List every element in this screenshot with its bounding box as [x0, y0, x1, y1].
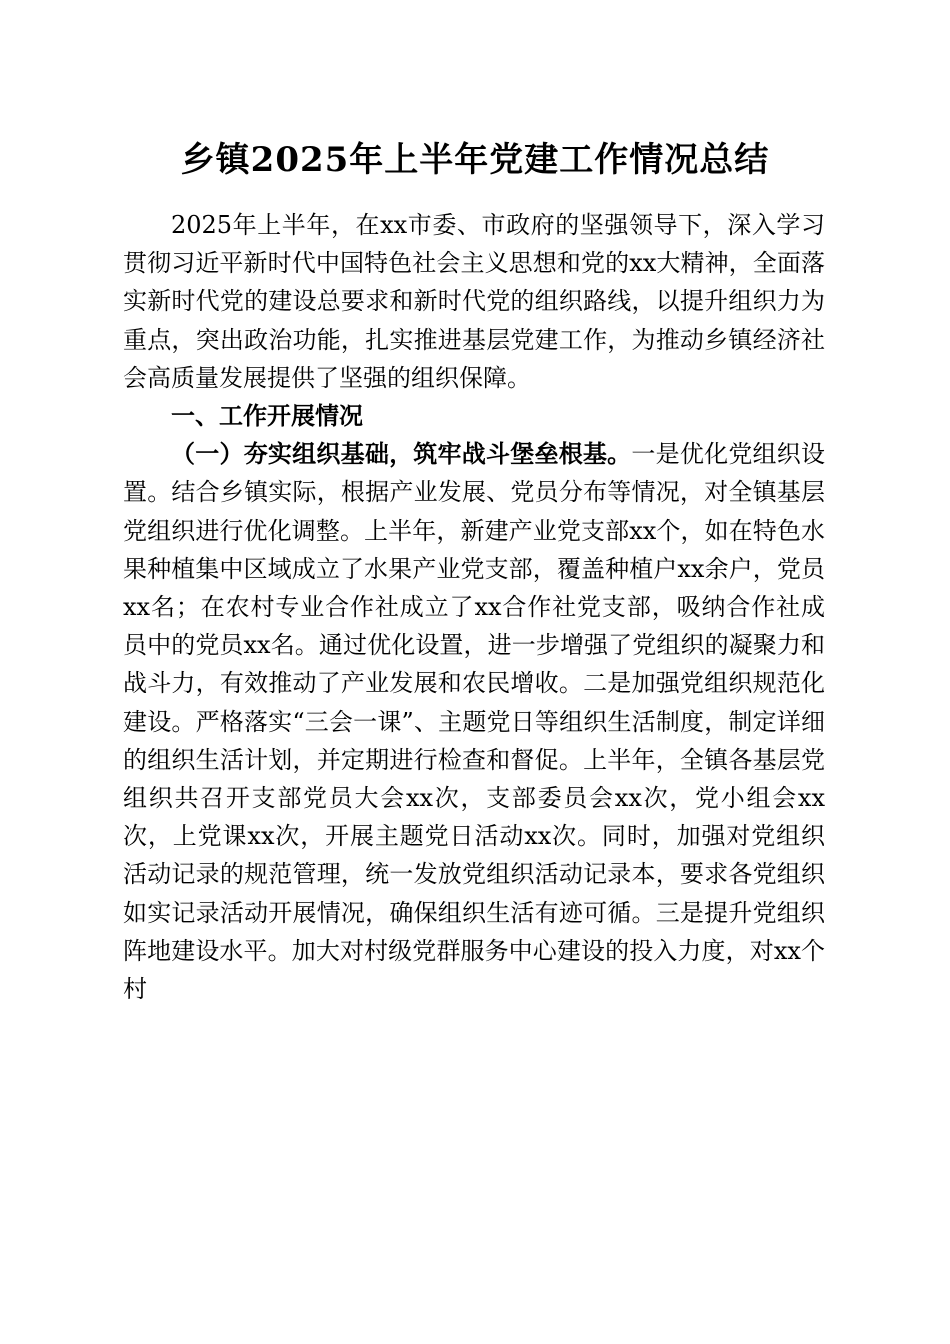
subsection-text: 一是优化党组织设置。结合乡镇实际，根据产业发展、党员分布等情况，对全镇基层党组织进行优化调整。上半年，新建产业党支部xx个，如在特色水果种植集中区域成立了水果产业党支部，覆盖种植户xx余户，党员xx名；在农村专业合作社成立了xx合作社党支部，吸纳合作社成员中的党员xx名。通过优化设置，进一步增强了党组织的凝聚力和战斗力，有效推动了产业发展和农民增收。二是加强党组织规范化建设。严格落实“三会一课”、主题党日等组织生活制度，制定详细的组织生活计划，并定期进行检查和督促。上半年，全镇各基层党组织共召开支部党员大会xx次，支部委员会xx次，党小组会xx次，上党课xx次，开展主题党日活动xx次。同时，加强对党组织活动记录的规范管理，统一发放党组织活动记录本，要求各党组织如实记录活动开展情况，确保组织生活有迹可循。三是提升党组织阵地建设水平。加大对村级党群服务中心建设的投入力度，对xx个村: [123, 440, 826, 1004]
section-heading: 一、工作开展情况: [171, 402, 363, 431]
subsection-paragraph: [123, 435, 825, 1008]
document-title: 乡镇2025年上半年党建工作情况总结: [180, 140, 770, 180]
document-body: [123, 206, 825, 1008]
subsection-title: （一）夯实组织基础，筑牢战斗堡垒根基。: [171, 440, 632, 469]
intro-paragraph: 2025年上半年，在xx市委、市政府的坚强领导下，深入学习贯彻习近平新时代中国特色社会主义思想和党的xx大精神，全面落实新时代党的建设总要求和新时代党的组织路线，以提升组织力为重点，突出政治功能，扎实推进基层党建工作，为推动乡镇经济社会高质量发展提供了坚强的组织保障。: [123, 211, 825, 392]
